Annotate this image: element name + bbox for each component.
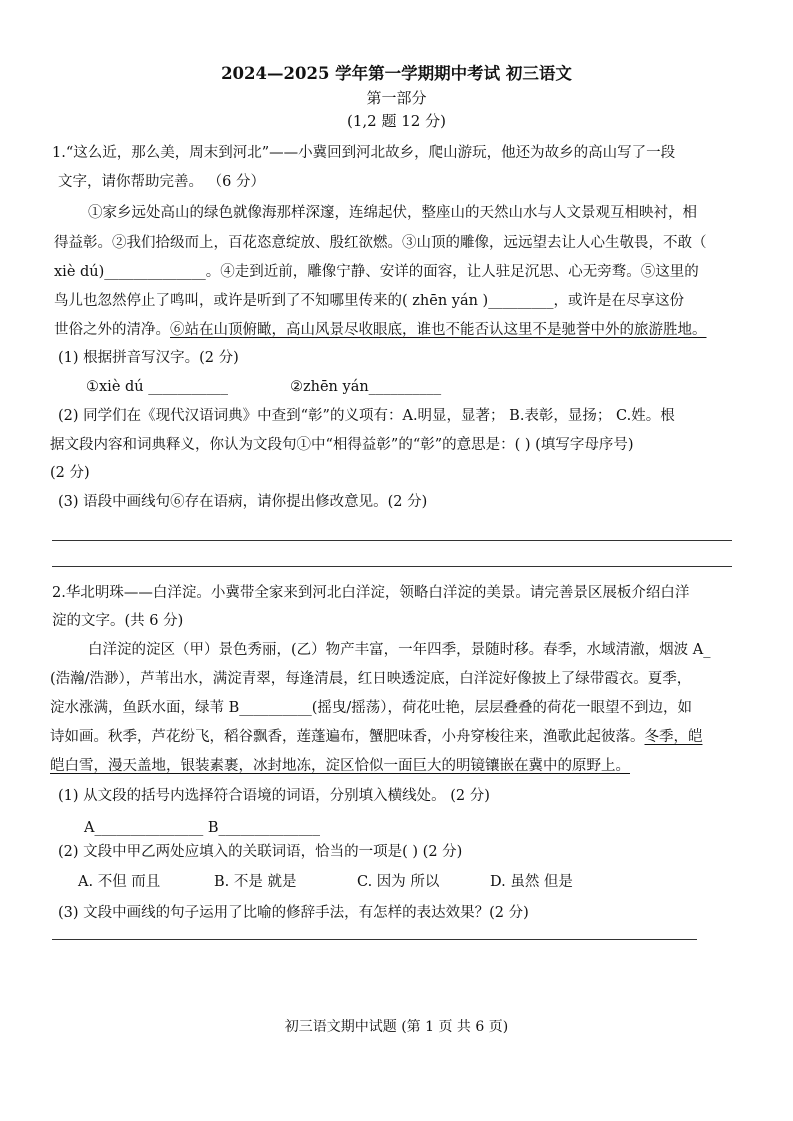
q2-sub-question-3: (3) 文段中画线的句子运用了比喻的修辞手法，有怎样的表达效果？(2 分) xyxy=(58,905,529,921)
exam-title: 2024—2025 学年第一学期期中考试 初三语文 xyxy=(221,64,572,83)
q2-passage-plain: 诗如画。秋季，芦花纷飞，稻谷飘香，莲蓬遍布，蟹肥味香，小舟穿梭往来，渔歌此起彼落。 xyxy=(50,729,645,745)
page-footer: 初三语文期中试题 (第 1 页 共 6 页) xyxy=(284,1019,509,1035)
q2-underlined-sentence-end: 皑白雪，漫天盖地，银装素裹，冰封地冻，淀区恰似一面巨大的明镜镶嵌在冀中的原野上。 xyxy=(50,758,630,774)
q1-underlined-sentence-6: ⑥站在山顶俯瞰，高山风景尽收眼底，谁也不能否认这里不是驰誉中外的旅游胜地。 xyxy=(170,322,707,338)
q1-sub1-blank-a: ①xiè dú ___________ xyxy=(86,379,228,395)
q2-passage-line-3: 淀水涨满，鱼跃水面，绿苇 B__________(摇曳/摇荡），荷花吐艳，层层叠叠的荷花一眼望不到边，如 xyxy=(50,700,693,716)
q1-sub1-blank-b: ②zhēn yán__________ xyxy=(290,379,442,395)
q2-stem-line-2: 淀的文字。(共 6 分) xyxy=(52,613,184,629)
q1-sub-question-1: (1) 根据拼音写汉字。(2 分) xyxy=(58,350,239,366)
q2-option-a[interactable]: A. 不但 而且 xyxy=(78,874,161,890)
q1-sub-question-3: (3) 语段中画线句⑥存在语病，请你提出修改意见。(2 分) xyxy=(58,494,428,510)
q2-option-c[interactable]: C. 因为 所以 xyxy=(357,874,440,890)
score-note: (1,2 题 12 分) xyxy=(347,112,446,130)
q1-passage-plain: 世俗之外的清净。 xyxy=(54,322,170,338)
q1-stem-line-2: 文字，请你帮助完善。 （6 分） xyxy=(58,174,265,190)
q1-answer-line-1[interactable] xyxy=(52,540,732,541)
q2-answer-line[interactable] xyxy=(52,939,697,940)
q2-sub-question-2: (2) 文段中甲乙两处应填入的关联词语，恰当的一项是( ) (2 分) xyxy=(58,844,463,860)
q2-sub1-blanks: A_______________ B______________ xyxy=(84,820,320,836)
q2-option-b[interactable]: B. 不是 就是 xyxy=(214,874,297,890)
q1-sub-question-2-line-2: 据文段内容和词典释义，你认为文段句①中“相得益彰”的“彰”的意思是：( ) (填写字母序号) xyxy=(50,437,634,453)
q1-answer-line-2[interactable] xyxy=(52,566,732,567)
q2-passage-line-1: 白洋淀的淀区（甲）景色秀丽，(乙）物产丰富，一年四季，景随时移。春季，水域清澈，烟波 A_ xyxy=(88,642,711,658)
q1-passage-line-3: xiè dú)______________。④走到近前，雕像宁静、安详的面容，让人驻足沉思、心无旁骛。⑤这里的 xyxy=(54,264,699,280)
q2-underlined-sentence-start: 冬季，皑 xyxy=(644,729,703,745)
part-heading: 第一部分 xyxy=(366,89,427,107)
q1-passage-line-4: 鸟儿也忽然停止了鸣叫，或许是听到了不知哪里传来的( zhēn yán )_________，或许是在尽享这份 xyxy=(54,293,684,309)
q1-passage-line-1: ①家乡远处高山的绿色就像海那样深邃，连绵起伏，整座山的天然山水与人文景观互相映衬，相 xyxy=(88,205,697,221)
q2-option-d[interactable]: D. 虽然 但是 xyxy=(490,874,573,890)
q1-passage-line-2: 得益彰。②我们拾级而上，百花恣意绽放、殷红欲燃。③山顶的雕像，远远望去让人心生敬畏，不敢（ xyxy=(54,235,707,251)
q2-sub-question-1: (1) 从文段的括号内选择符合语境的词语，分别填入横线处。 (2 分) xyxy=(58,788,490,804)
q1-sub-question-2-line-1: (2) 同学们在《现代汉语词典》中查到“彰”的义项有：A.明显，显著； B.表彰，显扬； C.姓。根 xyxy=(58,408,675,424)
q1-sub-question-2-line-3: (2 分) xyxy=(50,465,90,481)
q2-stem-line-1: 2.华北明珠——白洋淀。小冀带全家来到河北白洋淀，领略白洋淀的美景。请完善景区展板介绍白洋 xyxy=(52,585,690,601)
q2-passage-line-4 xyxy=(50,727,703,747)
q1-passage-line-5 xyxy=(54,320,707,340)
q2-passage-line-2: (浩瀚/浩渺），芦苇出水，满淀青翠，每逢清晨，红日映透淀底，白洋淀好像披上了绿带霞衣。夏季， xyxy=(50,671,692,687)
q1-stem-line-1: 1.“这么近，那么美，周末到河北”——小冀回到河北故乡，爬山游玩，他还为故乡的高山写了一段 xyxy=(52,145,676,161)
